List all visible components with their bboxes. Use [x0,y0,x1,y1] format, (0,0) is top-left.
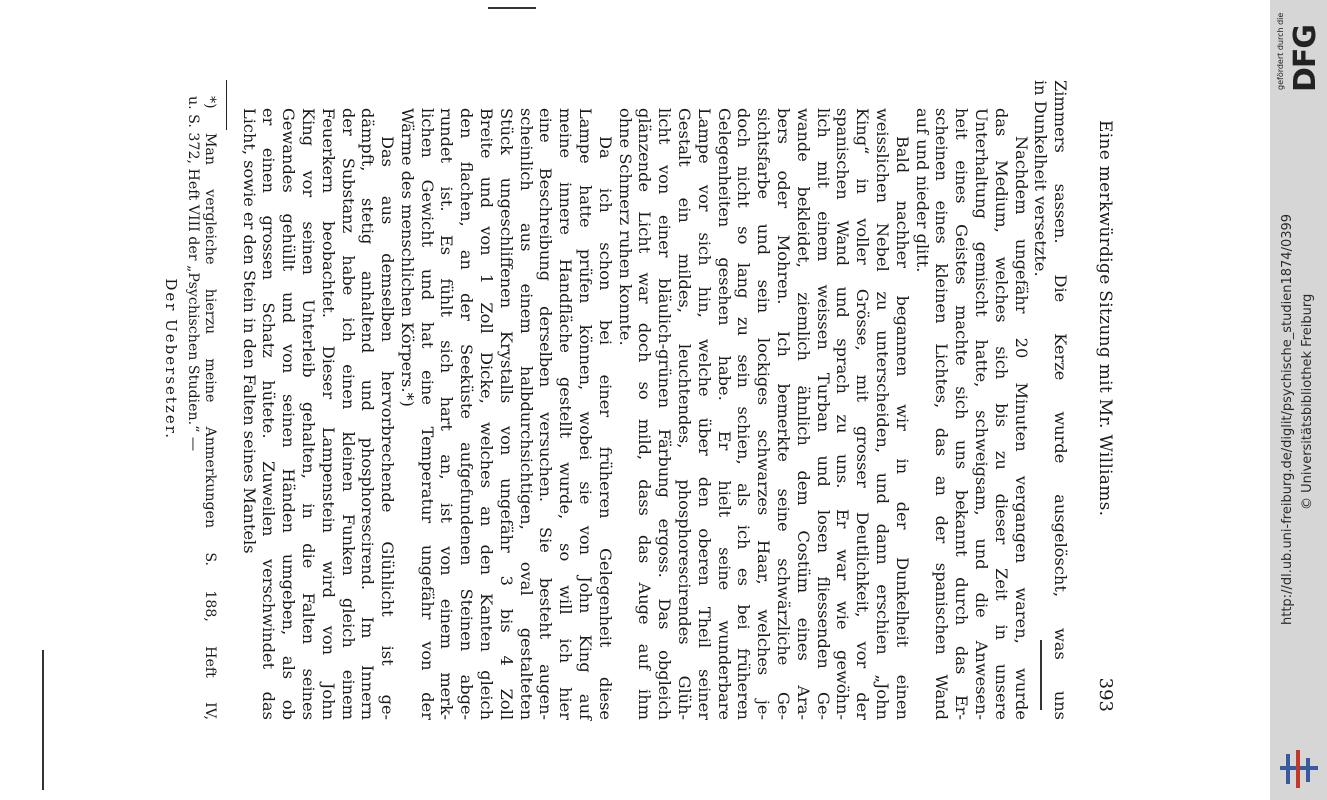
paragraph [912,80,1031,720]
scan-mark [488,7,536,9]
text-line: sichtsfarbe und sein lockiges schwarzes Haar, welches je- [754,108,774,720]
text-line: Stück ungeschliffenen Krystalls von ungefähr 3 bis 4 Zoll [496,108,516,720]
text-line: rundet ist. Es fühlt sich hart an, ist von einem merk- [437,108,457,720]
text-line: ohne Schmerz ruhen konnte. [615,108,635,346]
page-title: Eine merkwürdige Sitzung mit Mr. Williams. [1095,120,1115,517]
text-line: auf und nieder glitt. [912,108,932,273]
text-line: Wärme des menschlichen Körpers.*) [397,108,417,407]
text-line: eine Beschreibung derselben versuchen. Sie besteht augen- [536,108,556,720]
page-number: 393 [1095,677,1116,712]
source-url[interactable]: http://dl.ub.uni-freiburg.de/diglit/psychische_studien1874/0399 [1280,213,1295,625]
text-line: bers oder Mohren. Ich bemerkte seine schwärzliche Ge- [774,108,794,720]
text-line: in Dunkelheit versetzte. [1031,80,1051,277]
text-line: Gelegenheiten gesehen habe. Er hielt seine wunderbare [714,108,734,720]
text-line: dämpft, stetig anhaltend und phosphorescirend. Im Innern [358,108,378,720]
text-line: Bald nachher begannen wir in der Dunkelheit einen [892,136,912,720]
text-line: doch nicht so lang zu sein schien, als ich es bei früheren [734,108,754,720]
footnote [184,80,218,720]
text-line: Das aus demselben hervorbrechende Glühlicht ist ge- [378,136,398,720]
text-line: wande bekleidet, ziemlich ähnlich dem Costüm eines Ara- [793,108,813,720]
text-line: lichen Gewicht und hat eine Temperatur ungefähr von der [417,108,437,720]
text-line: Feuerkern beobachtet. Dieser Lampenstein wird von John [318,108,338,720]
rotated-text-block [155,80,1115,720]
text-line: Licht, sowie er den Stein in den Falten seines Mantels [239,108,259,554]
text-line: Unterhaltung gemischt hatte, schweigsam, und die Anwesen- [972,108,992,720]
text-line: er einen grossen Schatz hütete. Zuweilen verschwindet das [259,108,279,720]
text-line: scheinen eines kleinen Lichtes, das an der spanischen Wand [932,108,952,720]
text-line: Lampe hatte prüfen können, wobei sie von John King auf [576,108,596,720]
text-line: den flachen, an der Seeküste aufgefundenen Steinen abge- [457,108,477,720]
text-line: lich mit einem weissen Turban und losen fliessenden Ge- [813,108,833,720]
paragraph [239,80,397,720]
paragraph [397,80,615,720]
university-library-logo-icon [1278,748,1320,790]
text-line: Nachdem ungefähr 20 Minuten vergangen waren, wurde [1011,136,1031,720]
text-line: heit eines Geistes machte sich uns bekannt durch das Er- [952,108,972,720]
text-line: Da ich schon bei einer früheren Gelegenheit diese [595,136,615,720]
text-line: glänzende Licht war doch so mild, dass das Auge auf ihm [635,108,655,720]
footnote-line: *) Man vergleiche hierzu meine Anmerkungen S. 188, Heft IV, [201,96,218,720]
text-line: licht von einer bläulich-grünen Färbung ergoss. Das obgleich [655,108,675,720]
text-line: Gewandes gehüllt und von seinen Händen umgeben, als ob [279,108,299,720]
text-line: scheinlich aus einem halbdurchsichtigen, oval gestalteten [516,108,536,720]
signature: Der Uebersetzer. [161,278,180,440]
text-line: King vor seinen Unterleib gehalten, in die Falten seines [298,108,318,720]
scan-mark [42,650,44,790]
text-line: der Substanz habe ich einen kleinen Funken gleich einem [338,108,358,720]
dfg-funded-label: gefördert durch die [1276,12,1285,90]
library-sidebar [1270,0,1327,800]
dfg-logo: DFG [1288,24,1323,92]
page-header [1094,80,1115,720]
copyright-notice: © Universitätsbibliothek Freiburg [1300,293,1315,510]
text-line: King“ in voller Grösse, mit grosser Deutlichkeit, vor der [853,108,873,720]
text-line: Lampe vor sich hin, welche über den oberen Theil seiner [694,108,714,720]
footnote-line: u. S. 372, Heft VIII der „Psychischen Studien.“ — [184,96,201,452]
paragraph [615,80,912,720]
paragraph [1031,80,1071,720]
body-text [239,80,1070,720]
footnote-rule [226,80,227,130]
text-line: weisslichen Nebel zu unterscheiden, und dann erschien „John [873,108,893,720]
text-line: Gestalt ein mildes, leuchtendes, phosphorescirendes Glüh- [675,108,695,720]
text-line: Zimmers sassen. Die Kerze wurde ausgelöscht, was uns [1051,80,1071,720]
text-line: spanischen Wand und sprach zu uns. Er war wie gewöhn- [833,108,853,720]
text-line: Breite und von 1 Zoll Dicke, welches an den Kanten gleich [477,108,497,720]
text-line: das Medium, welches sich bis zu dieser Zeit in unsere [991,108,1011,720]
text-line: meine innere Handfläche gestellt wurde, so will ich hier [556,108,576,720]
